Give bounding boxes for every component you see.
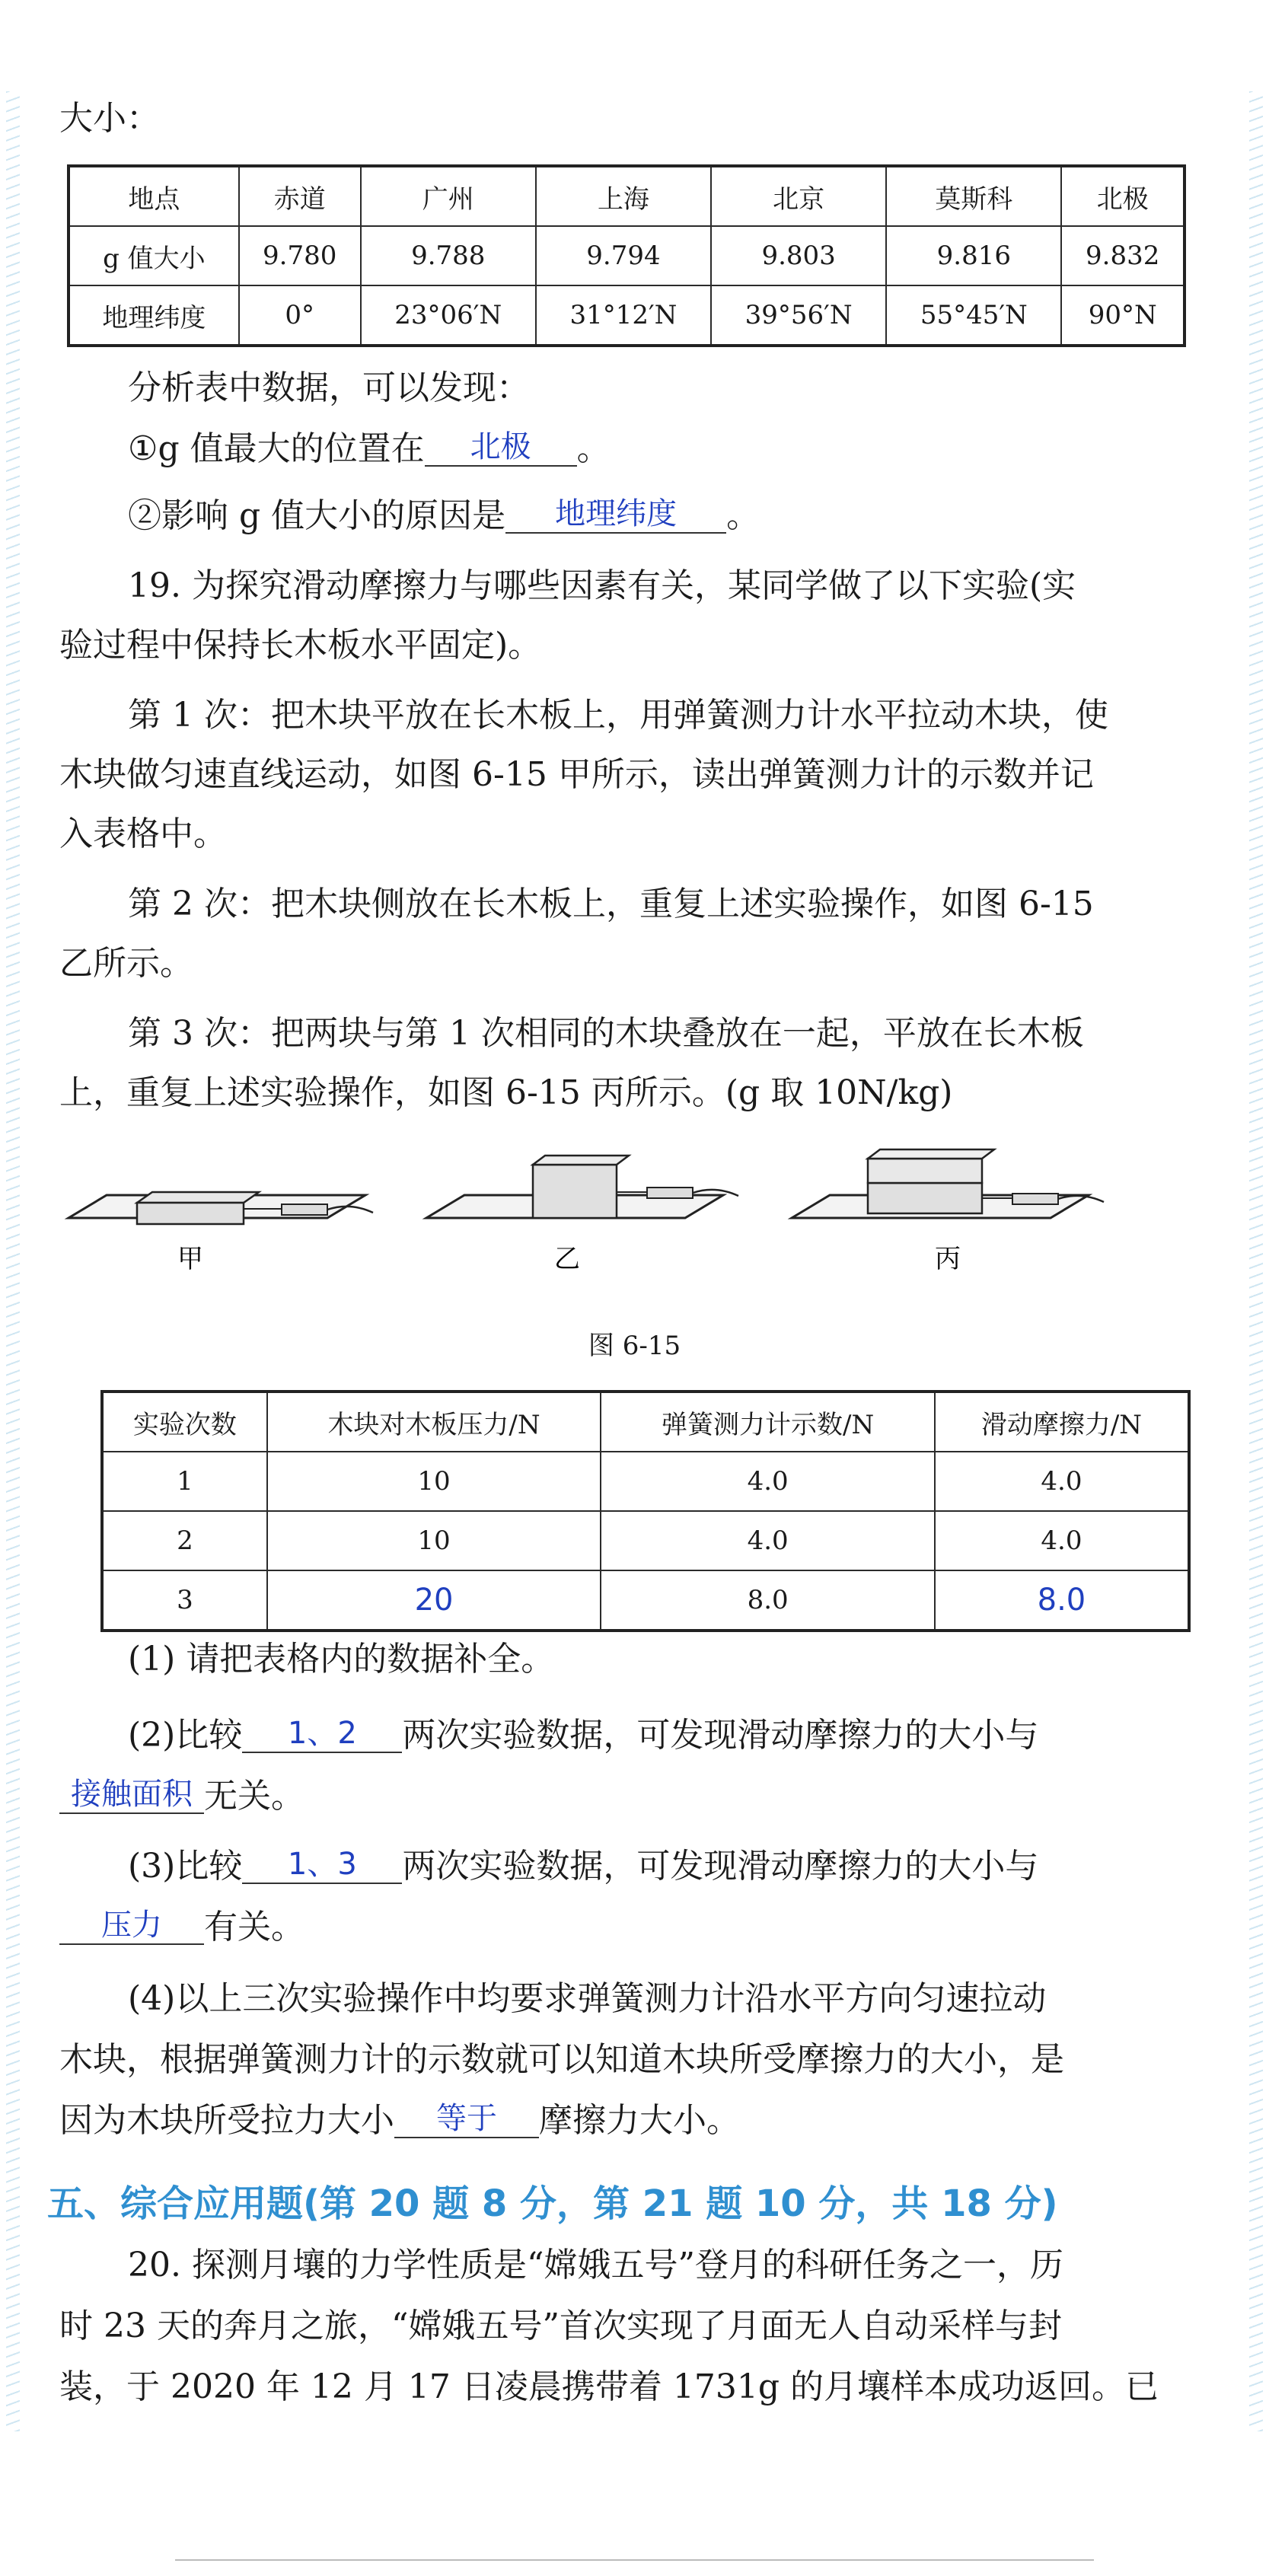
table-row [69, 285, 1185, 346]
table-cell: 9.803 [711, 226, 886, 285]
subq-3-suffix: 两次实验数据，可发现滑动摩擦力的大小与 [402, 1847, 1039, 1886]
section-5-heading: 五、综合应用题(第 20 题 8 分，第 21 题 10 分，共 18 分) [47, 2182, 1058, 2225]
subq-4-line2: 木块，根据弹簧测力计的示数就可以知道木块所受摩擦力的大小，是 [59, 2040, 1064, 2079]
setup-bing [792, 1149, 1104, 1274]
table-cell: 9.816 [886, 226, 1061, 285]
q19-trial2-line2: 乙所示。 [59, 944, 193, 983]
table-cell: 广州 [361, 166, 536, 226]
table-cell: 莫斯科 [886, 166, 1061, 226]
setup-yi [426, 1156, 738, 1274]
friction-table [100, 1390, 1191, 1632]
subq-2-tail: 无关。 [204, 1777, 304, 1816]
table-cell: 1 [102, 1452, 267, 1511]
table-cell: 10 [267, 1511, 601, 1570]
table-header-cell: 实验次数 [102, 1392, 267, 1452]
q20-line2: 时 23 天的奔月之旅，“嫦娥五号”首次实现了月面无人自动采样与封 [59, 2307, 1062, 2345]
table-cell: g 值大小 [69, 226, 239, 285]
q2-prefix: ②影响 g 值大小的原因是 [128, 496, 506, 535]
figure-caption: 图 6-15 [588, 1331, 681, 1361]
q2-answer: 地理纬度 [505, 496, 726, 534]
q1-suffix: 。 [576, 429, 611, 468]
decorative-border-left [6, 91, 20, 2431]
q19-trial1-line1: 第 1 次：把木块平放在长木板上，用弹簧测力计水平拉动木块，使 [128, 696, 1108, 735]
page-bottom-rule [175, 2559, 1094, 2561]
q19-trial1-line3: 入表格中。 [59, 815, 227, 853]
table-cell: 55°45′N [886, 285, 1061, 346]
intro-text: 大小： [59, 99, 160, 138]
subq-4-answer: 等于 [394, 2100, 539, 2138]
g-value-table [67, 164, 1186, 347]
table-header-cell: 木块对木板压力/N [267, 1392, 601, 1452]
table-cell: 2 [102, 1511, 267, 1570]
table-cell: 4.0 [601, 1452, 935, 1511]
q19-trial3-line2: 上，重复上述实验操作，如图 6-15 丙所示。(g 取 10N/kg) [59, 1073, 953, 1112]
subq-4-suffix: 摩擦力大小。 [539, 2101, 740, 2140]
subq-2-answer: 1、2 [242, 1715, 402, 1753]
q19-trial2-line1: 第 2 次：把木块侧放在长木板上，重复上述实验操作，如图 6-15 [128, 885, 1094, 923]
q1-prefix: ①g 值最大的位置在 [128, 429, 425, 468]
table-cell: 9.794 [536, 226, 711, 285]
table-cell: 9.832 [1061, 226, 1185, 285]
q19-trial1-line2: 木块做匀速直线运动，如图 6-15 甲所示，读出弹簧测力计的示数并记 [59, 755, 1094, 794]
subq-4-line3 [59, 2098, 1201, 2144]
table-row [102, 1511, 1189, 1570]
subq-2-line1 [128, 1713, 1269, 1758]
analysis-q2 [128, 493, 1269, 539]
subq-3-line1 [128, 1844, 1269, 1889]
table-cell: 4.0 [935, 1452, 1189, 1511]
q19-trial3-line1: 第 3 次：把两块与第 1 次相同的木块叠放在一起，平放在长木板 [128, 1014, 1084, 1053]
table-cell-answer: 20 [267, 1570, 601, 1631]
subq-2-prefix: (2)比较 [128, 1716, 243, 1755]
subq-2-answer2: 接触面积 [59, 1776, 204, 1814]
subq-3-prefix: (3)比较 [128, 1847, 243, 1886]
table-cell: 0° [239, 285, 361, 346]
table-cell: 39°56′N [711, 285, 886, 346]
q19-line1: 19. 为探究滑动摩擦力与哪些因素有关，某同学做了以下实验(实 [128, 566, 1076, 605]
table-cell: 90°N [1061, 285, 1185, 346]
table-row [102, 1452, 1189, 1511]
table-cell: 4.0 [935, 1511, 1189, 1570]
table-row [69, 166, 1185, 226]
q20-line1: 20. 探测月壤的力学性质是“嫦娥五号”登月的科研任务之一，历 [128, 2246, 1063, 2284]
table-row [102, 1570, 1189, 1631]
table-header-row [102, 1392, 1189, 1452]
subq-2-line2 [59, 1774, 1201, 1819]
table-header-cell: 弹簧测力计示数/N [601, 1392, 935, 1452]
analysis-q1 [128, 426, 1269, 472]
analysis-lead: 分析表中数据，可以发现： [128, 368, 530, 407]
table-cell: 4.0 [601, 1511, 935, 1570]
fig-label-bing: 丙 [935, 1244, 961, 1274]
table-cell: 9.780 [239, 226, 361, 285]
fig-label-yi: 乙 [554, 1244, 580, 1274]
q2-suffix: 。 [726, 496, 760, 535]
figure-6-15 [61, 1142, 1203, 1325]
subq-2-suffix: 两次实验数据，可发现滑动摩擦力的大小与 [402, 1716, 1039, 1755]
subq-3-answer2: 压力 [59, 1907, 204, 1945]
q19-line2: 验过程中保持长木板水平固定)。 [59, 626, 542, 665]
table-cell: 9.788 [361, 226, 536, 285]
table-cell: 31°12′N [536, 285, 711, 346]
table-cell: 23°06′N [361, 285, 536, 346]
subq-3-tail: 有关。 [204, 1908, 304, 1946]
subq-1: (1) 请把表格内的数据补全。 [128, 1640, 555, 1679]
table-cell: 北极 [1061, 166, 1185, 226]
table-cell: 上海 [536, 166, 711, 226]
q20-line3: 装，于 2020 年 12 月 17 日凌晨携带着 1731g 的月壤样本成功返回。已 [59, 2367, 1159, 2406]
subq-4-line1: (4)以上三次实验操作中均要求弹簧测力计沿水平方向匀速拉动 [128, 1979, 1047, 2018]
subq-3-answer: 1、3 [242, 1846, 402, 1884]
setup-jia [69, 1192, 373, 1274]
table-cell: 8.0 [601, 1570, 935, 1631]
table-cell: 赤道 [239, 166, 361, 226]
q1-answer: 北极 [425, 429, 577, 467]
fig-label-jia: 甲 [177, 1244, 203, 1274]
table-cell: 10 [267, 1452, 601, 1511]
table-cell: 北京 [711, 166, 886, 226]
table-row [69, 226, 1185, 285]
table-cell: 3 [102, 1570, 267, 1631]
table-cell-answer: 8.0 [935, 1570, 1189, 1631]
table-cell: 地点 [69, 166, 239, 226]
subq-3-line2 [59, 1905, 1201, 1950]
table-header-cell: 滑动摩擦力/N [935, 1392, 1189, 1452]
table-cell: 地理纬度 [69, 285, 239, 346]
subq-4-prefix: 因为木块所受拉力大小 [59, 2101, 394, 2140]
